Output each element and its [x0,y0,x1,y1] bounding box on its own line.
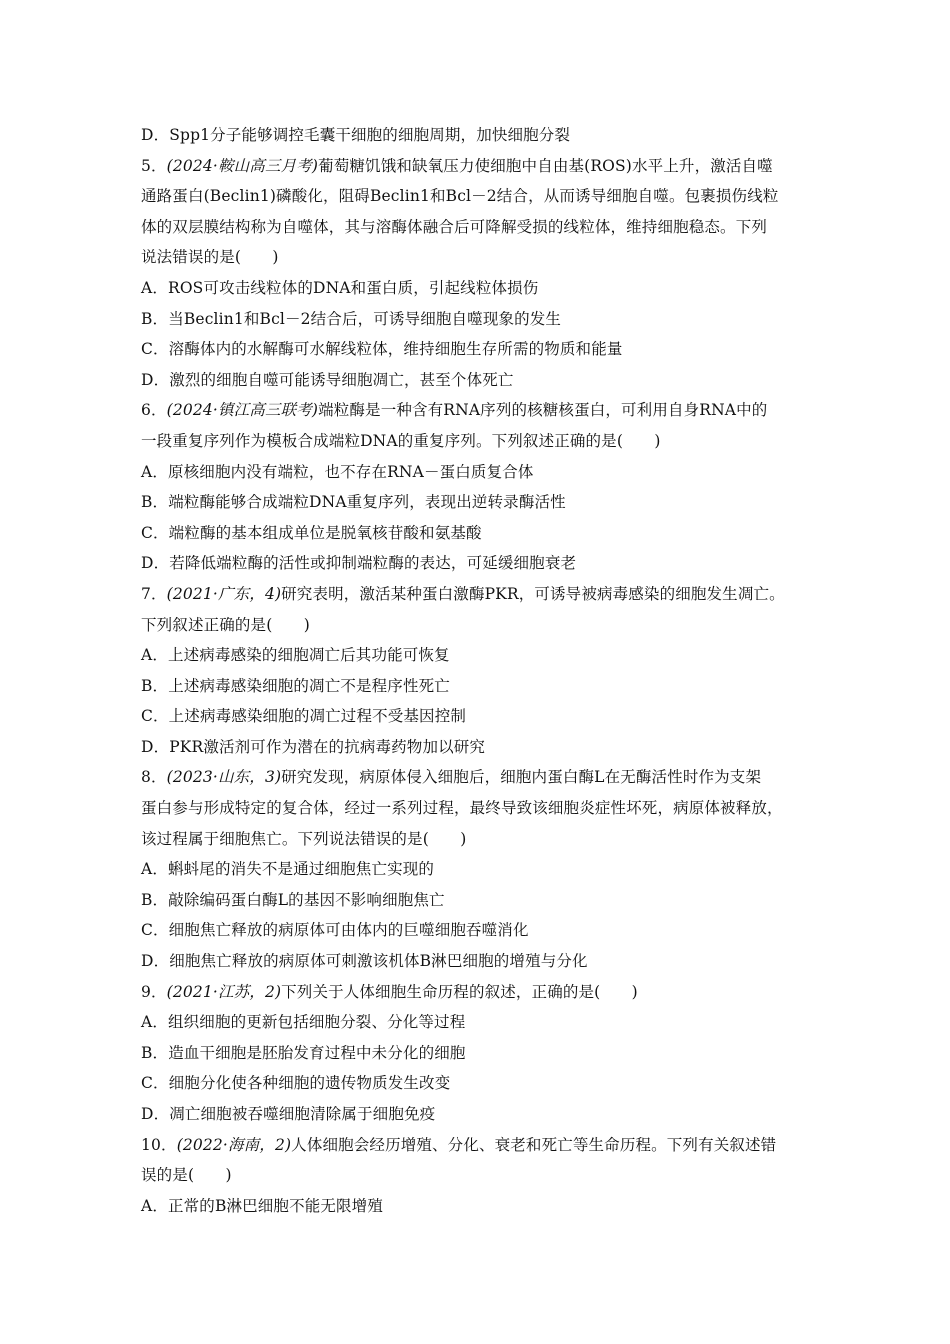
stem-text: 研究发现，病原体侵入细胞后，细胞内蛋白酶L在无酶活性时作为支架 [281,768,762,787]
question-stem-first-line [141,977,831,1008]
question-source: (2021·江苏，2) [166,982,282,1001]
stem-line: 误的是( ) [141,1166,232,1185]
stem-text: 葡萄糖饥饿和缺氧压力使细胞中自由基(ROS)水平上升，激活自噬 [318,156,773,175]
option-a: A．上述病毒感染的细胞凋亡后其功能可恢复 [141,646,450,665]
question-8 [141,762,831,976]
option-a: A．组织细胞的更新包括细胞分裂、分化等过程 [141,1013,466,1032]
question-stem-first-line [141,1130,831,1161]
stem-text: 研究表明，激活某种蛋白激酶PKR，可诱导被病毒感染的细胞发生凋亡。 [281,584,785,603]
option-d: D．Spp1分子能够调控毛囊干细胞的细胞周期，加快细胞分裂 [141,126,571,144]
question-number: 8． [141,768,167,787]
option-d: D．细胞焦亡释放的病原体可刺激该机体B淋巴细胞的增殖与分化 [141,952,588,971]
question-stem-first-line [141,151,831,182]
question-source: (2021·广东，4) [166,584,282,603]
question-number: 5． [141,156,167,175]
option-d: D．PKR激活剂可作为潜在的抗病毒药物加以研究 [141,737,486,756]
option-b: B．敲除编码蛋白酶L的基因不影响细胞焦亡 [141,890,445,909]
question-number: 9． [141,982,167,1001]
document-page [141,120,831,1221]
question-source: (2023·山东，3) [166,768,282,787]
question-5 [141,151,831,396]
stem-text: 下列关于人体细胞生命历程的叙述，正确的是( ) [281,982,638,1001]
question-9 [141,977,831,1130]
option-a: A．原核细胞内没有端粒，也不存在RNA－蛋白质复合体 [141,462,534,481]
option-a: A．蝌蚪尾的消失不是通过细胞焦亡实现的 [141,860,435,879]
option-c: C．端粒酶的基本组成单位是脱氧核苷酸和氨基酸 [141,523,482,542]
stem-text: 端粒酶是一种含有RNA序列的核糖核蛋白，可利用自身RNA中的 [318,401,768,420]
question-source: (2024·镇江高三联考) [166,401,319,420]
stem-line: 该过程属于细胞焦亡。下列说法错误的是( ) [141,829,467,848]
question-7 [141,579,831,763]
stem-line: 说法错误的是( ) [141,248,279,267]
question-number: 6． [141,401,167,420]
option-c: C．细胞焦亡释放的病原体可由体内的巨噬细胞吞噬消化 [141,921,529,940]
option-b: B．造血干细胞是胚胎发育过程中未分化的细胞 [141,1043,466,1062]
option-a: A．ROS可攻击线粒体的DNA和蛋白质，引起线粒体损伤 [141,278,539,297]
question-number: 7． [141,584,167,603]
stem-text: 人体细胞会经历增殖、分化、衰老和死亡等生命历程。下列有关叙述错 [291,1135,777,1154]
option-c: C．细胞分化使各种细胞的遗传物质发生改变 [141,1074,451,1093]
question-stem-first-line [141,395,831,426]
option-a: A．正常的B淋巴细胞不能无限增殖 [141,1196,383,1215]
question-stem-first-line [141,762,831,793]
option-c: C．溶酶体内的水解酶可水解线粒体，维持细胞生存所需的物质和能量 [141,340,623,359]
option-b: B．端粒酶能够合成端粒DNA重复序列，表现出逆转录酶活性 [141,493,566,512]
option-d: D．若降低端粒酶的活性或抑制端粒酶的表达，可延缓细胞衰老 [141,554,577,573]
option-d: D．激烈的细胞自噬可能诱导细胞凋亡，甚至个体死亡 [141,370,514,389]
stem-line: 一段重复序列作为模板合成端粒DNA的重复序列。下列叙述正确的是( ) [141,431,661,450]
option-b: B．上述病毒感染细胞的凋亡不是程序性死亡 [141,676,450,695]
stem-line: 下列叙述正确的是( ) [141,615,310,634]
option-b: B．当Beclin1和Bcl－2结合后，可诱导细胞自噬现象的发生 [141,309,562,328]
stem-line: 通路蛋白(Beclin1)磷酸化，阻碍Beclin1和Bcl－2结合，从而诱导细胞自噬。包裹损伤线粒 [141,187,779,206]
question-number: 10． [141,1135,177,1154]
option-c: C．上述病毒感染细胞的凋亡过程不受基因控制 [141,707,467,726]
question-source: (2022·海南，2) [176,1135,292,1154]
question-6 [141,395,831,579]
stem-line: 蛋白参与形成特定的复合体，经过一系列过程，最终导致该细胞炎症性坏死，病原体被释放， [141,799,783,818]
question-source: (2024·鞍山高三月考) [166,156,319,175]
question-stem-first-line [141,579,831,610]
option-d: D．凋亡细胞被吞噬细胞清除属于细胞免疫 [141,1105,436,1123]
question-10 [141,1130,831,1222]
stem-line: 体的双层膜结构称为自噬体，其与溶酶体融合后可降解受损的线粒体，维持细胞稳态。下列 [141,217,768,236]
